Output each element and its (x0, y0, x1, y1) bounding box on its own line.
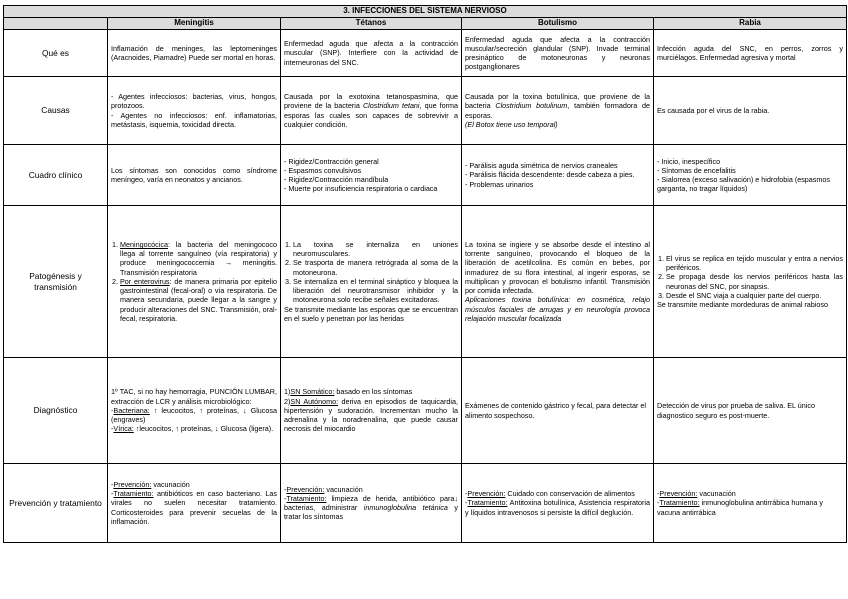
drug-name: inmunoglobulina tetánica (363, 503, 448, 512)
cell-meningitis: Inflamación de meninges, las leptomeninges (Aracnoides, Piamadre) Puede ser mortal en horas. (108, 30, 281, 77)
table-title-row (4, 6, 847, 18)
cell-rabia (654, 464, 847, 543)
item-title: SN Somático: (290, 387, 335, 397)
cell-tetanos (281, 145, 462, 206)
cell-botulismo (462, 464, 654, 543)
cell-tetanos (281, 464, 462, 543)
treatment-label: Tratamiento: (467, 498, 508, 508)
list-item (120, 277, 277, 323)
header-botulismo: Botulismo (462, 18, 654, 30)
paragraph: 2)SN Autónomo: deriva en episodios de taquicardia, hipertensión y sudoración. Incrementan mucho la adrenalina y la noradrenalina, que puede causar necrosis del miocardio (284, 396, 458, 434)
list-item: - Sialorrea (exceso salivación) e hidrofobia (espasmos garganta, no tragar líquidos) (657, 175, 843, 193)
note: Se transmite mediante mordeduras de animal rabioso (657, 299, 828, 309)
item-text: Antitoxina botulínica, Asistencia respiratoria y líquidos intravenosos si persiste la difícil deglución. (465, 498, 650, 517)
paragraph: La toxina se ingiere y se absorbe desde el intestino al torrente sanguíneo, provocando el bloqueo de la liberación de acetilcolina. Es común en bebes, por inmadurez de su flora intestinal, al ingerir esporas, se multiplican y provocan el botulismo infantil. Transmisión por comida infectada. (465, 240, 650, 296)
row-label: Causas (4, 77, 108, 145)
cell-botulismo (462, 206, 654, 358)
paragraph: -Prevención: vacunación (284, 484, 363, 494)
numbered-list (284, 240, 458, 305)
list-item: 2. Se propaga desde los nervios periféricos hasta las neuronas del SNC, por sinapsis. (666, 272, 843, 290)
list-item: 1. La toxina se internaliza en uniones neuromusculares. (293, 240, 458, 258)
item-title: Meningocócica (120, 240, 168, 250)
text: , también formadora de esporas. (465, 101, 651, 120)
item-text: antibióticos en caso bacteriano. Las virales no suelen necesitar tratamiento. Corticosteroides para prevenir secuelas de la inflamación. (111, 489, 277, 526)
item-text: vacunación (324, 484, 363, 494)
table-row (4, 206, 847, 358)
cell-tetanos (281, 358, 462, 464)
item-title: Vírica: (113, 424, 134, 434)
text: Causada por la toxina botulínica, que proviene de la bacteria (465, 92, 650, 111)
header-row (4, 18, 847, 30)
cell-botulismo (462, 145, 654, 206)
list-item: - Espasmos convulsivos (284, 166, 458, 175)
item-title: Bacteriana: (113, 405, 150, 415)
cell-tetanos: Enfermedad aguda que afecta a la contracción muscular (SNP). Interfiere con la actividad de interneuronas del SNC. (281, 30, 462, 77)
table-row (4, 77, 847, 145)
row-label: Diagnóstico (4, 358, 108, 464)
cell-tetanos (281, 206, 462, 358)
item-text: : la bacteria del meningococo llega al torrente sanguíneo (vía respiratoria) y produce meningococcemia → meningitis. Transmisión respiratoria (120, 240, 277, 277)
table-row (4, 30, 847, 77)
list-item: 1. El virus se replica en tejido muscular y entra a nervios periféricos. (666, 254, 843, 272)
cell-meningitis (108, 358, 281, 464)
prevention-label: Prevención: (286, 484, 325, 494)
note: Se transmite mediante las esporas que se encuentran en el suelo y penetran por las heridas (284, 304, 458, 323)
item-text: basado en los síntomas (334, 387, 413, 397)
document-page (3, 5, 846, 543)
cell-botulismo (462, 77, 654, 145)
item-title: Por enterovirus (120, 276, 170, 286)
header-meningitis: Meningitis (108, 18, 281, 30)
table-title: 3. INFECCIONES DEL SISTEMA NERVIOSO (4, 6, 847, 18)
row-label: Patogénesis y transmisión (4, 206, 108, 358)
header-corner (4, 18, 108, 30)
list-item: - Parálisis aguda simétrica de nervios craneales (465, 161, 650, 170)
item-text: limpieza de herida, antibiótico para↓ bacterias, administrar (284, 493, 458, 512)
item-text: ↑leucocitos, ↑ proteínas, ↓ Glucosa (ligera). (133, 424, 274, 434)
paragraph: -Prevención: vacunación (657, 489, 736, 499)
cell-rabia (654, 206, 847, 358)
list-item: - Parálisis flácida descendente: desde cabeza a pies. (465, 170, 650, 179)
paragraph: -Prevención: vacunación (111, 479, 190, 489)
cell-meningitis (108, 464, 281, 543)
list-item (120, 240, 277, 277)
item-text: deriva en episodios de taquicardia, hipertensión y sudoración. Incrementan mucho la adrenalina y la noradrenalina, que puede causar necrosis del miocardio (284, 396, 458, 434)
paragraph: -Vírica: ↑leucocitos, ↑ proteínas, ↓ Glucosa (ligera). (111, 424, 274, 434)
table-row (4, 145, 847, 206)
text: , que forma esporas las cuales son capaces de sobrevivir a cualquier condición. (284, 101, 458, 129)
cell-rabia: Es causada por el virus de la rabia. (654, 77, 847, 145)
prevention-label: Prevención: (467, 489, 506, 499)
row-label: Prevención y tratamiento (4, 464, 108, 543)
item-text: vacunación (151, 479, 190, 489)
list (284, 157, 458, 194)
list-item: - Inicio, inespecífico (657, 157, 843, 166)
numbered-list (657, 254, 843, 300)
cell-meningitis (108, 206, 281, 358)
list-item: 3. Se internaliza en el terminal sináptico y bloquea la liberación del neurotransmisor inhibidor y la motoneurona solo recibe señales excitadoras. (293, 277, 458, 305)
list (657, 157, 843, 194)
text: Causada por la exotoxina tetanospasmina, que proviene de la bacteria (284, 92, 458, 111)
list-item: 3. Desde el SNC viaja a cualquier parte del cuerpo. (666, 291, 843, 300)
header-rabia: Rabia (654, 18, 847, 30)
item-text: ↑ leucocitos, ↑ proteínas, ↓ Glucosa (engraves) (111, 405, 277, 425)
list-item: - Rigidez/Contracción general (284, 157, 458, 166)
header-tetanos: Tétanos (281, 18, 462, 30)
paragraph: -Tratamiento: limpieza de herida, antibiótico para↓ bacterias, administrar inmunoglobulina tetánica y tratar los síntomas (284, 493, 458, 522)
list-item: - Rigidez/Contracción mandíbula (284, 175, 458, 184)
list (111, 92, 277, 129)
list-item: 2. Se trasporta de manera retrógrada al soma de la motoneurona. (293, 258, 458, 276)
paragraph: 1º TAC, si no hay hemorragia, PUNCIÓN LUMBAR, extracción de LCR y análisis microbiológico: (111, 387, 277, 406)
list-item: - Agentes infecciosos: bacterias, virus, hongos, protozoos. (111, 92, 277, 110)
cell-rabia: Detección de virus por prueba de saliva. EL único diagnostico seguro es post-muerte. (654, 358, 847, 464)
paragraph: Aplicaciones toxina botulínica: en cosmética, relajo músculos faciales de arrugas y en neurología provoca relajación muscular focalizada (465, 295, 650, 323)
paragraph: -Tratamiento: antibióticos en caso bacteriano. Las virales no suelen necesitar tratamiento. Corticosteroides para prevenir secuelas de la inflamación. (111, 489, 277, 526)
paragraph: -Prevención: Cuidado con conservación de alimentos (465, 489, 635, 499)
item-text: vacunación (697, 489, 736, 499)
prevention-label: Prevención: (659, 489, 698, 499)
list (465, 161, 650, 189)
cell-botulismo: Exámenes de contenido gástrico y fecal, para detectar el alimento sospechoso. (462, 358, 654, 464)
item-text: inmunoglobulina antirrábica humana y vacuna antirrábica (657, 498, 823, 517)
species-name: Clostridium botulinum (495, 101, 568, 111)
paragraph: 1)SN Somático: basado en los síntomas (284, 387, 413, 397)
cell-meningitis: Los síntomas son conocidos como síndrome meníngeo, varía en neonatos y ancianos. (108, 145, 281, 206)
treatment-label: Tratamiento: (286, 493, 327, 503)
row-label: Qué es (4, 30, 108, 77)
paragraph: -Tratamiento: Antitoxina botulínica, Asistencia respiratoria y líquidos intravenosos si persiste la difícil deglución. (465, 498, 650, 517)
cell-rabia: Infección aguda del SNC, en perros, zorros y murciélagos. Enfermedad agresiva y mortal (654, 30, 847, 77)
cell-rabia (654, 145, 847, 206)
numbered-list (111, 240, 277, 323)
cell-tetanos (281, 77, 462, 145)
note: (El Botox tiene uso temporal) (465, 119, 558, 129)
table-row (4, 464, 847, 543)
treatment-label: Tratamiento: (659, 498, 700, 508)
table-row (4, 358, 847, 464)
item-title: SN Autónomo: (290, 396, 339, 406)
cell-botulismo: Enfermedad aguda que afecta a la contracción muscular/secreción glandular (SNP). Invade terminal presináptico de motoneuronas y neuronas postganglionares (462, 30, 654, 77)
list-item: - Problemas urinarios (465, 180, 650, 189)
list-item: - Síntomas de encefalitis (657, 166, 843, 175)
item-text: y tratar los síntomas (284, 503, 458, 522)
cell-meningitis (108, 77, 281, 145)
item-text: Cuidado con conservación de alimentos (505, 489, 635, 499)
list-item: - Muerte por insuficiencia respiratoria o cardiaca (284, 184, 458, 193)
paragraph: -Tratamiento: inmunoglobulina antirrábica humana y vacuna antirrábica (657, 498, 823, 517)
item-text: : de manera primaria por epitelio gastrointestinal (fecal-oral) o vía respiratoria. De manera secundaria, puede llegar a la sangre y producir alteraciones del SNC. Transmisión, oral-fecal, respiratoria. (120, 276, 277, 323)
paragraph: -Bacteriana: ↑ leucocitos, ↑ proteínas, ↓ Glucosa (engraves) (111, 405, 277, 425)
treatment-label: Tratamiento: (113, 489, 154, 499)
row-label: Cuadro clínico (4, 145, 108, 206)
species-name: Clostridium tetani (362, 101, 420, 111)
prevention-label: Prevención: (113, 479, 152, 489)
list-item: - Agentes no infecciosos: enf. inflamatorias, metástasis, isquemia, toxicidad directa. (111, 111, 277, 129)
comparison-table (3, 5, 847, 543)
